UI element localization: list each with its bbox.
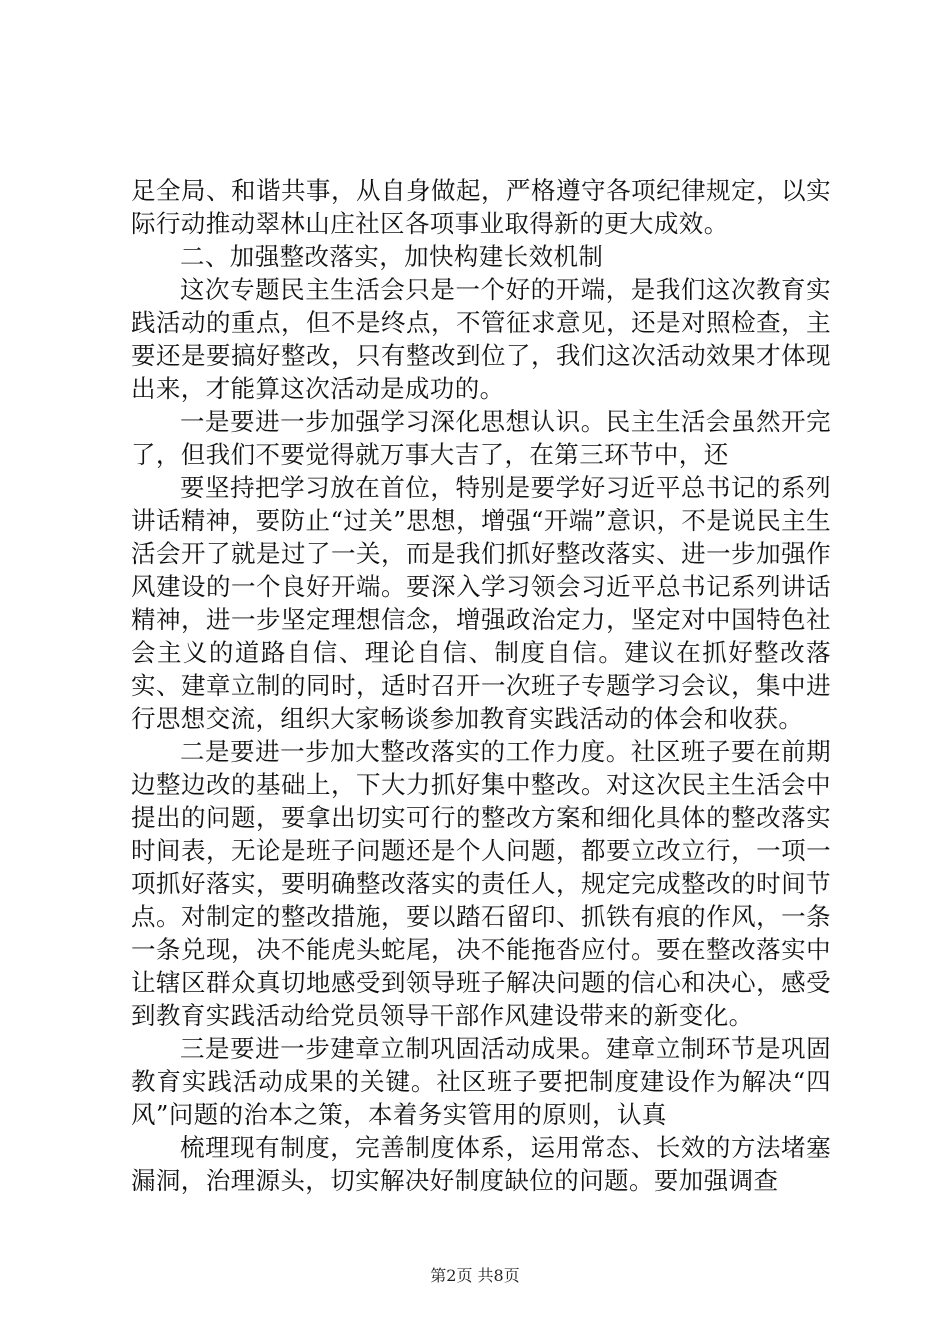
document-body <box>131 174 831 1197</box>
section-heading: 二、加强整改落实，加快构建长效机制 <box>180 242 604 271</box>
paragraph: 一是要进一步加强学习深化思想认识。民主生活会虽然开完了，但我们不要觉得就万事大吉了，在第三环节中，还 <box>131 407 831 469</box>
paragraph: 三是要进一步建章立制巩固活动成果。建章立制环节是巩固教育实践活动成果的关键。社区班子要把制度建设作为解决“四风”问题的治本之策，本着务实管用的原则，认真 <box>131 1034 831 1129</box>
paragraph: 要坚持把学习放在首位，特别是要学好习近平总书记的系列讲话精神，要防止“过关”思想，增强“开端”意识，不是说民主生活会开了就是过了一关，而是我们抓好整改落实、进一步加强作风建设的一个良好开端。要深入学习领会习近平总书记系列讲话精神，进一步坚定理想信念，增强政治定力，坚定对中国特色社会主义的道路自信、理论自信、制度自信。建议在抓好整改落实、建章立制的同时，适时召开一次班子专题学习会议，集中进行思想交流，组织大家畅谈参加教育实践活动的体会和收获。 <box>131 473 831 733</box>
paragraph-continuation: 足全局、和谐共事，从自身做起，严格遵守各项纪律规定，以实际行动推动翠林山庄社区各项事业取得新的更大成效。 <box>131 176 831 238</box>
paragraph: 这次专题民主生活会只是一个好的开端，是我们这次教育实践活动的重点，但不是终点，不管征求意见，还是对照检查，主要还是要搞好整改，只有整改到位了，我们这次活动效果才体现出来，才能算这次活动是成功的。 <box>131 275 831 403</box>
page-number-footer: 第2页 共8页 <box>430 1266 520 1285</box>
paragraph: 梳理现有制度，完善制度体系，运用常态、长效的方法堵塞漏洞，治理源头，切实解决好制度缺位的问题。要加强调查 <box>131 1133 831 1195</box>
paragraph: 二是要进一步加大整改落实的工作力度。社区班子要在前期边整边改的基础上，下大力抓好集中整改。对这次民主生活会中提出的问题，要拿出切实可行的整改方案和细化具体的整改落实时间表，无论是班子问题还是个人问题，都要立改立行，一项一项抓好落实，要明确整改落实的责任人，规定完成整改的时间节点。对制定的整改措施，要以踏石留印、抓铁有痕的作风，一条一条兑现，决不能虎头蛇尾，决不能拖沓应付。要在整改落实中让辖区群众真切地感受到领导班子解决问题的信心和决心，感受到教育实践活动给党员领导干部作风建设带来的新变化。 <box>131 737 831 1030</box>
